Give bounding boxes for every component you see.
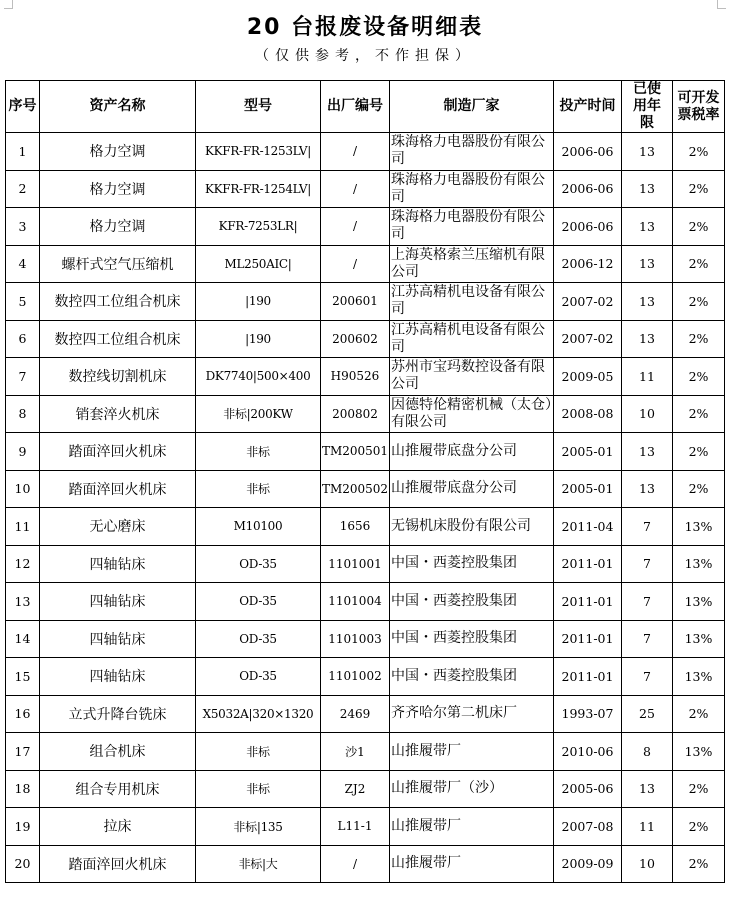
cell-asset-name: 格力空调 bbox=[40, 170, 196, 208]
cell-serial: 1101004 bbox=[321, 583, 390, 621]
cell-asset-name: 数控线切割机床 bbox=[40, 358, 196, 396]
cell-model: 非标|大 bbox=[196, 845, 321, 883]
cell-commission-date: 2011-04 bbox=[554, 508, 622, 546]
cell-tax-rate: 13% bbox=[673, 733, 725, 771]
cell-no: 8 bbox=[6, 395, 40, 433]
table-row bbox=[6, 208, 725, 246]
cell-no: 9 bbox=[6, 433, 40, 471]
cell-commission-date: 2009-05 bbox=[554, 358, 622, 396]
cell-serial: TM200501 bbox=[321, 433, 390, 471]
cell-years-used: 13 bbox=[622, 245, 673, 283]
cell-serial: ZJ2 bbox=[321, 770, 390, 808]
cell-asset-name: 立式升降台铣床 bbox=[40, 695, 196, 733]
cell-commission-date: 2006-12 bbox=[554, 245, 622, 283]
cell-tax-rate: 2% bbox=[673, 133, 725, 171]
cell-no: 10 bbox=[6, 470, 40, 508]
cell-no: 19 bbox=[6, 808, 40, 846]
cell-tax-rate: 2% bbox=[673, 808, 725, 846]
cell-model: 非标 bbox=[196, 733, 321, 771]
cell-years-used: 7 bbox=[622, 658, 673, 696]
cell-serial: 2469 bbox=[321, 695, 390, 733]
cell-manufacturer: 江苏高精机电设备有限公司 bbox=[390, 283, 554, 321]
cell-asset-name: 组合专用机床 bbox=[40, 770, 196, 808]
header-tax-rate: 可开发票税率 bbox=[673, 81, 725, 133]
cell-no: 12 bbox=[6, 545, 40, 583]
cell-asset-name: 踏面淬回火机床 bbox=[40, 470, 196, 508]
cell-commission-date: 1993-07 bbox=[554, 695, 622, 733]
table-row bbox=[6, 808, 725, 846]
cell-years-used: 7 bbox=[622, 583, 673, 621]
cell-manufacturer: 山推履带厂 bbox=[390, 808, 554, 846]
cell-tax-rate: 2% bbox=[673, 433, 725, 471]
cell-serial: 200602 bbox=[321, 320, 390, 358]
cell-serial: 200802 bbox=[321, 395, 390, 433]
cell-years-used: 13 bbox=[622, 283, 673, 321]
cell-model: 非标|135 bbox=[196, 808, 321, 846]
cell-serial: / bbox=[321, 170, 390, 208]
cell-model: OD-35 bbox=[196, 620, 321, 658]
cell-no: 13 bbox=[6, 583, 40, 621]
cell-asset-name: 销套淬火机床 bbox=[40, 395, 196, 433]
cell-serial: TM200502 bbox=[321, 470, 390, 508]
table-row bbox=[6, 733, 725, 771]
cell-tax-rate: 13% bbox=[673, 583, 725, 621]
equipment-table bbox=[5, 80, 725, 883]
cell-years-used: 11 bbox=[622, 808, 673, 846]
cell-years-used: 13 bbox=[622, 470, 673, 508]
table-row bbox=[6, 320, 725, 358]
cell-commission-date: 2005-01 bbox=[554, 470, 622, 508]
cell-manufacturer: 山推履带厂 bbox=[390, 733, 554, 771]
cell-years-used: 13 bbox=[622, 208, 673, 246]
cell-manufacturer: 山推履带底盘分公司 bbox=[390, 470, 554, 508]
cell-serial: 1101003 bbox=[321, 620, 390, 658]
cell-serial: H90526 bbox=[321, 358, 390, 396]
cell-model: 非标 bbox=[196, 470, 321, 508]
page-corner-mark-right bbox=[717, 0, 726, 9]
cell-asset-name: 四轴钻床 bbox=[40, 620, 196, 658]
cell-asset-name: 格力空调 bbox=[40, 208, 196, 246]
cell-tax-rate: 2% bbox=[673, 283, 725, 321]
cell-model: OD-35 bbox=[196, 545, 321, 583]
cell-tax-rate: 13% bbox=[673, 658, 725, 696]
header-serial: 出厂编号 bbox=[321, 81, 390, 133]
cell-no: 4 bbox=[6, 245, 40, 283]
cell-tax-rate: 2% bbox=[673, 770, 725, 808]
cell-commission-date: 2010-06 bbox=[554, 733, 622, 771]
table-row bbox=[6, 133, 725, 171]
cell-model: ML250AIC| bbox=[196, 245, 321, 283]
cell-no: 2 bbox=[6, 170, 40, 208]
cell-serial: 1656 bbox=[321, 508, 390, 546]
cell-tax-rate: 2% bbox=[673, 170, 725, 208]
table-row bbox=[6, 658, 725, 696]
header-model: 型号 bbox=[196, 81, 321, 133]
cell-no: 14 bbox=[6, 620, 40, 658]
cell-manufacturer: 珠海格力电器股份有限公司 bbox=[390, 170, 554, 208]
cell-tax-rate: 2% bbox=[673, 245, 725, 283]
cell-manufacturer: 珠海格力电器股份有限公司 bbox=[390, 133, 554, 171]
cell-manufacturer: 中国・西菱控股集团 bbox=[390, 658, 554, 696]
cell-years-used: 7 bbox=[622, 545, 673, 583]
cell-years-used: 10 bbox=[622, 845, 673, 883]
cell-asset-name: 螺杆式空气压缩机 bbox=[40, 245, 196, 283]
cell-asset-name: 组合机床 bbox=[40, 733, 196, 771]
cell-manufacturer: 珠海格力电器股份有限公司 bbox=[390, 208, 554, 246]
cell-years-used: 13 bbox=[622, 320, 673, 358]
cell-asset-name: 四轴钻床 bbox=[40, 545, 196, 583]
cell-no: 3 bbox=[6, 208, 40, 246]
cell-tax-rate: 2% bbox=[673, 208, 725, 246]
cell-years-used: 8 bbox=[622, 733, 673, 771]
cell-asset-name: 四轴钻床 bbox=[40, 583, 196, 621]
cell-commission-date: 2006-06 bbox=[554, 133, 622, 171]
cell-model: X5032A|320×1320 bbox=[196, 695, 321, 733]
cell-years-used: 13 bbox=[622, 133, 673, 171]
cell-no: 17 bbox=[6, 733, 40, 771]
cell-manufacturer: 无锡机床股份有限公司 bbox=[390, 508, 554, 546]
cell-manufacturer: 山推履带厂（沙） bbox=[390, 770, 554, 808]
cell-commission-date: 2011-01 bbox=[554, 545, 622, 583]
cell-years-used: 13 bbox=[622, 770, 673, 808]
cell-commission-date: 2005-01 bbox=[554, 433, 622, 471]
cell-no: 5 bbox=[6, 283, 40, 321]
cell-tax-rate: 2% bbox=[673, 320, 725, 358]
cell-serial: 1101001 bbox=[321, 545, 390, 583]
cell-asset-name: 数控四工位组合机床 bbox=[40, 320, 196, 358]
cell-serial: / bbox=[321, 133, 390, 171]
table-row bbox=[6, 695, 725, 733]
header-no: 序号 bbox=[6, 81, 40, 133]
table-row bbox=[6, 245, 725, 283]
cell-commission-date: 2007-02 bbox=[554, 283, 622, 321]
cell-years-used: 13 bbox=[622, 170, 673, 208]
table-row bbox=[6, 170, 725, 208]
table-header-row bbox=[6, 81, 725, 133]
cell-manufacturer: 中国・西菱控股集团 bbox=[390, 583, 554, 621]
cell-manufacturer: 因德特伦精密机械（太仓）有限公司 bbox=[390, 395, 554, 433]
header-manufacturer: 制造厂家 bbox=[390, 81, 554, 133]
cell-tax-rate: 13% bbox=[673, 620, 725, 658]
cell-years-used: 7 bbox=[622, 620, 673, 658]
table-body bbox=[6, 133, 725, 883]
cell-serial: L11-1 bbox=[321, 808, 390, 846]
cell-years-used: 7 bbox=[622, 508, 673, 546]
cell-commission-date: 2008-08 bbox=[554, 395, 622, 433]
cell-commission-date: 2007-02 bbox=[554, 320, 622, 358]
cell-years-used: 10 bbox=[622, 395, 673, 433]
cell-commission-date: 2005-06 bbox=[554, 770, 622, 808]
cell-no: 6 bbox=[6, 320, 40, 358]
header-asset-name: 资产名称 bbox=[40, 81, 196, 133]
cell-model: |190 bbox=[196, 320, 321, 358]
cell-model: OD-35 bbox=[196, 583, 321, 621]
cell-model: 非标 bbox=[196, 770, 321, 808]
cell-manufacturer: 山推履带底盘分公司 bbox=[390, 433, 554, 471]
cell-commission-date: 2011-01 bbox=[554, 658, 622, 696]
cell-manufacturer: 齐齐哈尔第二机床厂 bbox=[390, 695, 554, 733]
page-corner-mark-left bbox=[4, 0, 13, 9]
cell-tax-rate: 2% bbox=[673, 470, 725, 508]
cell-commission-date: 2011-01 bbox=[554, 620, 622, 658]
cell-manufacturer: 苏州市宝玛数控设备有限公司 bbox=[390, 358, 554, 396]
table-row bbox=[6, 845, 725, 883]
cell-commission-date: 2007-08 bbox=[554, 808, 622, 846]
cell-asset-name: 数控四工位组合机床 bbox=[40, 283, 196, 321]
cell-manufacturer: 上海英格索兰压缩机有限公司 bbox=[390, 245, 554, 283]
cell-asset-name: 踏面淬回火机床 bbox=[40, 433, 196, 471]
cell-serial: / bbox=[321, 845, 390, 883]
cell-asset-name: 无心磨床 bbox=[40, 508, 196, 546]
cell-tax-rate: 2% bbox=[673, 395, 725, 433]
table-row bbox=[6, 583, 725, 621]
table-row bbox=[6, 470, 725, 508]
cell-commission-date: 2006-06 bbox=[554, 208, 622, 246]
cell-asset-name: 格力空调 bbox=[40, 133, 196, 171]
table-row bbox=[6, 508, 725, 546]
cell-tax-rate: 2% bbox=[673, 695, 725, 733]
cell-model: M10100 bbox=[196, 508, 321, 546]
cell-manufacturer: 中国・西菱控股集团 bbox=[390, 620, 554, 658]
cell-asset-name: 四轴钻床 bbox=[40, 658, 196, 696]
document-title: 20 台报废设备明细表 bbox=[246, 15, 484, 40]
cell-manufacturer: 山推履带厂 bbox=[390, 845, 554, 883]
cell-manufacturer: 中国・西菱控股集团 bbox=[390, 545, 554, 583]
table-row bbox=[6, 283, 725, 321]
cell-serial: 200601 bbox=[321, 283, 390, 321]
cell-commission-date: 2009-09 bbox=[554, 845, 622, 883]
cell-years-used: 11 bbox=[622, 358, 673, 396]
cell-no: 18 bbox=[6, 770, 40, 808]
cell-years-used: 25 bbox=[622, 695, 673, 733]
table-row bbox=[6, 358, 725, 396]
cell-tax-rate: 2% bbox=[673, 358, 725, 396]
cell-model: |190 bbox=[196, 283, 321, 321]
cell-model: KKFR-FR-1253LV| bbox=[196, 133, 321, 171]
table-row bbox=[6, 545, 725, 583]
cell-manufacturer: 江苏高精机电设备有限公司 bbox=[390, 320, 554, 358]
cell-no: 1 bbox=[6, 133, 40, 171]
cell-commission-date: 2006-06 bbox=[554, 170, 622, 208]
cell-model: 非标 bbox=[196, 433, 321, 471]
cell-model: DK7740|500×400 bbox=[196, 358, 321, 396]
cell-serial: 沙1 bbox=[321, 733, 390, 771]
cell-no: 7 bbox=[6, 358, 40, 396]
table-row bbox=[6, 433, 725, 471]
cell-serial: / bbox=[321, 208, 390, 246]
cell-tax-rate: 13% bbox=[673, 545, 725, 583]
document-subtitle: （仅供参考，不作担保） bbox=[255, 48, 475, 64]
cell-model: KFR-7253LR| bbox=[196, 208, 321, 246]
cell-no: 16 bbox=[6, 695, 40, 733]
cell-no: 15 bbox=[6, 658, 40, 696]
cell-model: KKFR-FR-1254LV| bbox=[196, 170, 321, 208]
cell-serial: 1101002 bbox=[321, 658, 390, 696]
cell-serial: / bbox=[321, 245, 390, 283]
cell-years-used: 13 bbox=[622, 433, 673, 471]
cell-commission-date: 2011-01 bbox=[554, 583, 622, 621]
cell-asset-name: 踏面淬回火机床 bbox=[40, 845, 196, 883]
cell-no: 20 bbox=[6, 845, 40, 883]
table-row bbox=[6, 620, 725, 658]
cell-no: 11 bbox=[6, 508, 40, 546]
cell-tax-rate: 13% bbox=[673, 508, 725, 546]
table-row bbox=[6, 395, 725, 433]
header-years-used: 已使用年限 bbox=[622, 81, 673, 133]
header-commission-date: 投产时间 bbox=[554, 81, 622, 133]
cell-model: OD-35 bbox=[196, 658, 321, 696]
cell-tax-rate: 2% bbox=[673, 845, 725, 883]
table-row bbox=[6, 770, 725, 808]
cell-model: 非标|200KW bbox=[196, 395, 321, 433]
cell-asset-name: 拉床 bbox=[40, 808, 196, 846]
